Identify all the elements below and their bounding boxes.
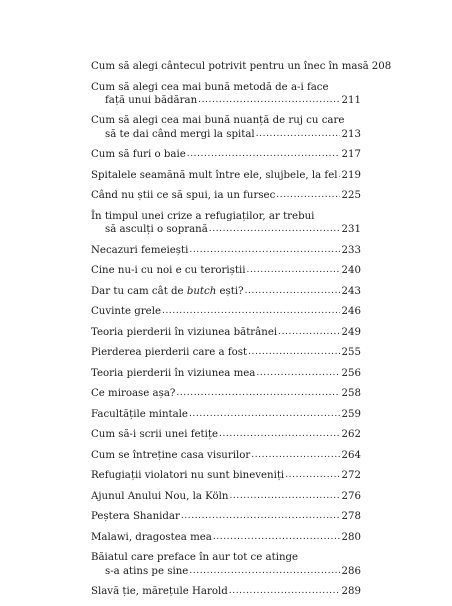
toc-entry-title: Cine nu-i cu noi e cu teroriștii [91,265,246,277]
toc-entry-line [91,169,361,182]
toc-entry-line [91,326,361,339]
toc-entry-line [91,264,361,277]
toc-entry-line [91,449,361,462]
toc-entry-title: Peștera Shanidar [91,511,180,523]
toc-entry-title: Facultățile mintale [91,408,188,420]
toc-entry-line [91,469,361,482]
toc-entry-title: Teoria pierderii în viziunea bătrânei [91,326,278,338]
toc-entry-line [91,81,361,94]
toc-page-number: 246 [341,306,361,318]
toc-entry-title: Malawi, dragostea mea [91,531,212,543]
toc-page-number: 240 [341,265,361,277]
toc-entry-line [91,551,361,564]
toc-entry-title: Dar tu cam cât de butch ești? [91,285,244,297]
toc-entry [91,585,361,598]
toc-entry [91,244,361,257]
toc-page-number: 272 [341,470,361,482]
toc-entry [91,510,361,523]
toc-entry [91,469,361,482]
toc-entry-title: Teoria pierderii în viziunea mea [91,367,256,379]
toc-page-number: 219 [341,169,361,181]
toc-page-number: 258 [341,388,361,400]
toc-entry-line [91,60,392,73]
toc-entry [91,387,361,400]
toc-entry [91,367,361,380]
toc-page-number: 255 [341,347,361,359]
toc-entry-title: Băiatul care preface în aur tot ce atinge [91,552,299,564]
toc-entry [91,305,361,318]
toc-entry [91,264,361,277]
toc-entry-line [91,531,361,544]
toc-page-number: 280 [341,531,361,543]
toc-page-number: 233 [341,244,361,256]
toc-entry-line [91,223,361,236]
toc-entry [91,326,361,339]
toc-page-number: 286 [341,565,361,577]
dot-leader [276,189,339,202]
toc-page-number: 208 [371,61,392,72]
toc-entry [91,449,361,462]
toc-page-number: 249 [341,326,361,338]
toc-page-number: 276 [341,490,361,502]
toc-entry [91,490,361,503]
toc-entry-title: Pierderea pierderii care a fost [91,347,248,359]
toc-entry-title: să asculți o soprană [105,224,208,236]
toc-entry-title: Ce miroase așa? [91,388,176,400]
toc-entry-title: Cum să-i scrii unei fetițe [91,429,218,441]
dot-leader [189,244,339,257]
toc-entry [91,551,361,578]
toc-page-number: 278 [341,511,361,523]
toc-page-number: 256 [341,367,361,379]
toc-page-number: 211 [341,94,361,106]
toc-entry-title: Cum să alegi cea mai bună nuanță de ruj cu care [91,115,345,127]
toc-entry-line [91,285,361,298]
toc-entry [91,169,361,182]
toc-page-number: 231 [341,224,361,236]
toc-entry-line [91,408,361,421]
toc-entry [91,81,361,108]
toc-entry [91,148,361,161]
dot-leader [251,449,339,462]
toc-entry-line [91,305,361,318]
toc-entry-title: Slavă ție, mărețule Harold [91,586,228,598]
toc-page-number: 217 [341,149,361,161]
toc-entry-title: Când nu știi ce să spui, ia un fursec [91,190,276,202]
dot-leader [162,305,340,318]
toc-entry [91,114,361,141]
toc-entry [91,189,361,202]
toc-entry-title: Refugiații violatori nu sunt bineveniți [91,470,285,482]
dot-leader [245,285,340,298]
dot-leader [338,169,339,182]
toc-entry-line [91,94,361,107]
toc-page-number: 262 [341,429,361,441]
toc-entry-line [91,510,361,523]
toc-entry-line [91,244,361,257]
toc-entry-line [91,565,361,578]
dot-leader [256,367,339,380]
toc-entry [91,285,361,298]
dot-leader [285,469,339,482]
toc-entry-line [91,346,361,359]
toc-entry-title: Cum să alegi cea mai bună metodă de a-i face [91,81,329,93]
toc-entry-italic: butch [186,285,217,297]
toc-entry-title: Cuvinte grele [91,306,161,318]
dot-leader [181,510,340,523]
toc-entry-line [91,148,361,161]
toc-entry-title: Ajunul Anului Nou, la Köln [91,490,229,502]
toc-entry [91,60,392,73]
toc-entry [91,428,361,441]
toc-page-number: 259 [341,408,361,420]
toc-entry-line [91,585,361,598]
toc-entry-title: În timpul unei crize a refugiaților, ar trebui [91,210,315,222]
toc-entry-title: să te dai când mergi la spital [105,128,255,140]
toc-entry-title: Necazuri femeiești [91,244,189,256]
dot-leader [278,326,339,339]
toc-entry-title: Cum se întreține casa visurilor [91,449,251,461]
dot-leader [219,428,340,441]
toc-entry [91,210,361,237]
toc-entry-line [91,428,361,441]
dot-leader [229,490,339,503]
toc-entry-title: Cum să furi o baie [91,149,186,161]
dot-leader [247,264,340,277]
toc-entry-title: Spitalele seamănă mult între ele, slujbele, la fel [91,169,338,181]
dot-leader [176,387,339,400]
dot-leader [229,585,340,598]
toc-page-number: 225 [341,190,361,202]
toc-entry-line [91,114,361,127]
dot-leader [256,128,340,141]
toc-entry-line [91,387,361,400]
toc-page-number: 213 [341,128,361,140]
toc-entry-line [91,189,361,202]
toc-entry-line [91,210,361,223]
dot-leader [187,148,340,161]
toc-page-number: 289 [341,586,361,598]
toc-entry [91,408,361,421]
toc-page-number: 243 [341,285,361,297]
toc-entry-title: față unui bădăran [105,94,198,106]
toc-entry [91,531,361,544]
dot-leader [248,346,339,359]
dot-leader [209,223,340,236]
toc-entry-title: s-a atins pe sine [105,565,189,577]
dot-leader [198,94,339,107]
dot-leader [189,408,340,421]
toc-entry [91,346,361,359]
dot-leader [189,565,339,578]
toc-page-number: 264 [341,449,361,461]
dot-leader [213,531,340,544]
toc-entry-line [91,490,361,503]
toc-entry-title: Cum să alegi cântecul potrivit pentru un înec în masă [91,61,369,72]
toc-entry-line [91,128,361,141]
toc-entry-line [91,367,361,380]
table-of-contents [91,60,392,606]
